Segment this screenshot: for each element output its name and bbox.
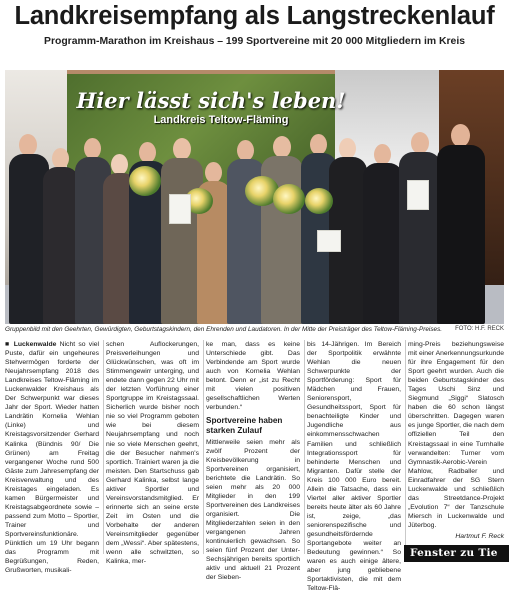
article-column-3 — [206, 340, 300, 582]
dateline: ■ Luckenwalde — [5, 341, 57, 348]
article-text-col1: Nicht so viel Puste, dafür ein ungeheures Stehvermögen forderte der Neujahrsempfang 2018 des Landkreises Teltow-Fläming im Luckenwalder Kreishaus als Der Schwerpunkt war dieses Jahr der Sport. Wieder hatten Landrätin Kornelia Wehlan (Linke) und Kreistagsvorsitzender Gerhard Kalinka (Bündnis 90/ Die Grünen) am Freitag vergangener Woche rund 500 Gäste zum Jahresempfang der Kreisverwaltung und des Kreistages eingeladen. Es kamen Bürgermeister und Kreistagsabgeordnete sowie – passend zum Motto – Sportler, Trainer und Sportvereinsfunktionäre. Pünktlich um 19 Uhr begann das Programm mit Begrüßungen, Reden, Grußworten, musikali- — [5, 341, 99, 575]
article-text-col2: schen Auflockerungen, Preisverleihungen und Glückwünschen, was oft im Stimmengewirr unterging, und endete dann gegen 22 Uhr mit der letzten Vorführung einer Sportgruppe im Kreistagssaal. Sicherlich wurde bisher noch nie so viel Programm geboten wie bei diesem Neujahrsempfang und noch nie so viele Menschen geehrt, die der Besucher nahmen's sportlich. Trainiert waren ja die meisten. Den Startschuss gab Gerhard Kalinka, selbst lange aktiver Sportler und Vereinsvorstandsmitglied. Er erinnerte sich an seine erste Zeit im Osten und die Vorbehalte der anderen Vereinsmitglieder gegenüber dem „Wessi“. Aber spätestens, wenn alle schwitzten, so Kalinka, mer- — [106, 341, 199, 566]
article-body — [5, 340, 504, 593]
article-text-col3-b: Mittlerweile seien mehr als zwölf Prozent der Kreisbevölkerung in Sportvereinen organisiert, berichtete die Landrätin. So seien mehr als 20 000 Mitglieder in den 199 Sportvereinen des Landkreises organisiert. Die Mitgliederzahlen seien in den vergangenen Jahren kontinuierlich gewachsen. So seien fünf Prozent der Unter-Sechsjährigen bereits sportlich aktiv und aktuell 21 Prozent der Sieben- — [206, 438, 300, 582]
section-heading: Sportvereine haben starken Zulauf — [206, 416, 283, 435]
section-logo: Fenster zu Tie — [404, 545, 509, 562]
photo-banner-text: Hier lässt sich's leben! — [76, 88, 346, 113]
article-column-2 — [106, 340, 199, 566]
article-subheadline: Programm-Marathon im Kreishaus – 199 Sportvereine mit 20 000 Mitgliedern im Kreis — [44, 36, 465, 47]
photo-caption — [5, 326, 504, 333]
article-column-5 — [408, 340, 504, 562]
article-text-col3-a: ke man, dass es keine Unterschiede gibt. Das Verbindende am Sport wurde auch von Kornelia Wehlan betont. Denn er „ist zu Recht mit vielen positiven gesellschaftlichen Werten verbunden.“ — [206, 341, 300, 412]
article-column-1 — [5, 340, 99, 575]
photo-credit: FOTO: H.F. RECK — [455, 326, 504, 332]
article-text-col5: ming-Preis beziehungsweise mit einer Anerkennungsurkunde für ihre Engagement für den Sport geehrt wurden. Auch die beiden Geburtstagskinder des Tages Uschi Sinz und Siegmund „Siggi“ Slatosch haben die 60 schon längst überschritten. Dagegen waren es junge Sportler, die nach dem offiziellen Teil den Kreistagssaal in eine Turnhalle verwandelten: Turner vom Gymnastik-Aerobic-Verein Mahlow, Radballer und Einradfahrer der SG Stern Luckenwalde und schließlich das Streetdance-Projekt „Evolution 7“ der Tanzschule Miersch in Luckenwalde und Jüterbog. — [408, 341, 504, 529]
article-text-col4: bis 14-Jährigen. Im Bereich der Sportpolitik erwähnte Wehlan die neuen Schwerpunkte der Sportförderung: Sport für Mädchen und Frauen, Seniorensport, Gesundheitssport, Sport für benachteiligte Kinder und Jugendliche aus einkommensschwachen Familien und schließlich Integrationssport für behinderte Menschen und Migranten. Dafür stelle der Kreis 100 000 Euro bereit. Allein die Tatsache, dass ein Viertel aller aktiver Sportler bereits heute älter als 60 Jahre ist, zeige, „das seniorenspezifische und gesundheitsfördernde Sportangebote weiter an Bedeutung gewinnen.“ So waren es auch einige ältere, aber jung gebliebene Sportaktivisten, die mit dem Teltow-Flä- — [307, 341, 401, 593]
article-headline: Landkreisempfang als Langstreckenlauf — [14, 2, 495, 30]
photo-banner-subtext: Landkreis Teltow-Fläming — [153, 114, 289, 126]
author-signature: Hartmut F. Reck — [455, 532, 504, 540]
article-column-4 — [307, 340, 401, 593]
group-photo — [5, 70, 504, 324]
photo-caption-text: Gruppenbild mit den Geehrten, Gewürdigten, Geburtstagskindern, den Ehrenden und Laudatoren. In der Mitte der Preisträger des Teltow-Fläming-Preises. — [5, 326, 443, 333]
